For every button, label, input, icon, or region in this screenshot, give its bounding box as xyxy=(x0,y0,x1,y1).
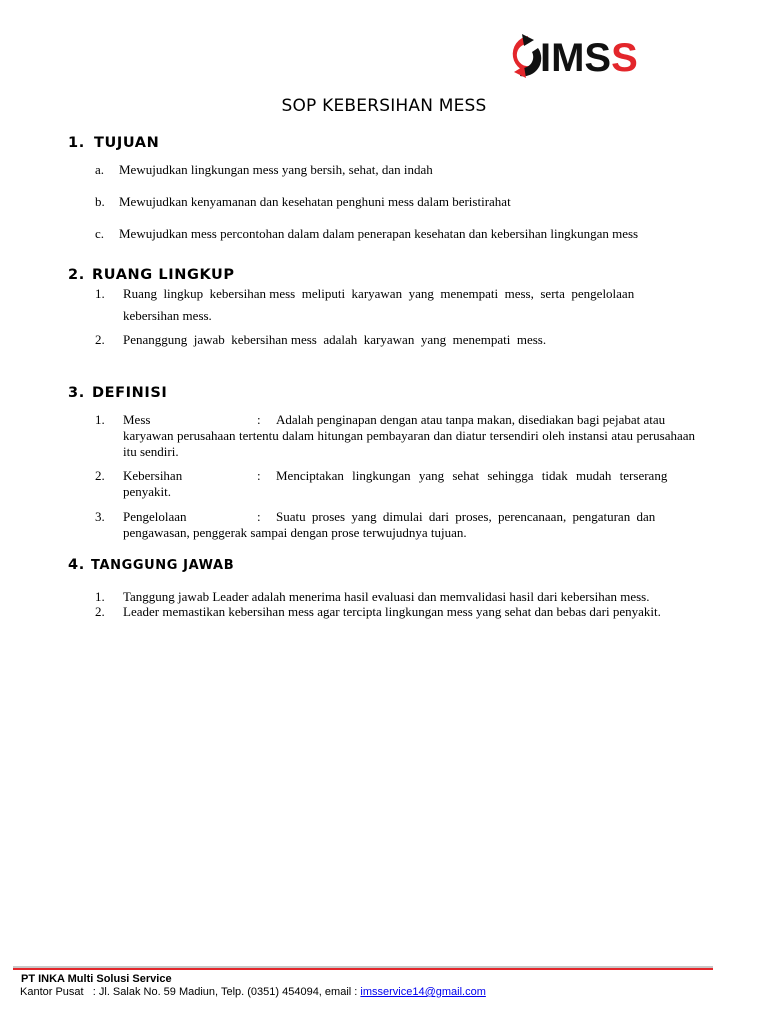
footer-company-name: PT INKA Multi Solusi Service xyxy=(21,973,172,985)
section-heading-ruang-lingkup: 2. RUANG LINGKUP xyxy=(68,267,235,283)
company-logo xyxy=(506,32,656,82)
footer-email-link[interactable]: imsservice14@gmail.com xyxy=(360,986,486,998)
footer-address: Kantor Pusat : Jl. Salak No. 59 Madiun, Telp. (0351) 454094, email : imsservice14@gmail.com xyxy=(20,986,486,998)
logo-swirl-icon xyxy=(506,32,542,80)
footer-divider-red xyxy=(13,968,713,970)
section-heading-tujuan: 1. TUJUAN xyxy=(68,135,160,151)
list-item: 1. Ruang lingkup kebersihan mess meliputi karyawan yang menempati mess, serta pengelolaan kebersihan mess. xyxy=(95,286,635,323)
section-heading-definisi: 3. DEFINISI xyxy=(68,385,168,401)
section-heading-tanggung-jawab: 4. TANGGUNG JAWAB xyxy=(68,557,235,573)
logo-wordmark: IMSS xyxy=(540,36,638,80)
document-title: SOP KEBERSIHAN MESS xyxy=(281,96,487,116)
definition-term: Pengelolaan xyxy=(123,509,187,524)
definition-term: Mess xyxy=(123,412,151,427)
definition-term: Kebersihan xyxy=(123,468,183,483)
